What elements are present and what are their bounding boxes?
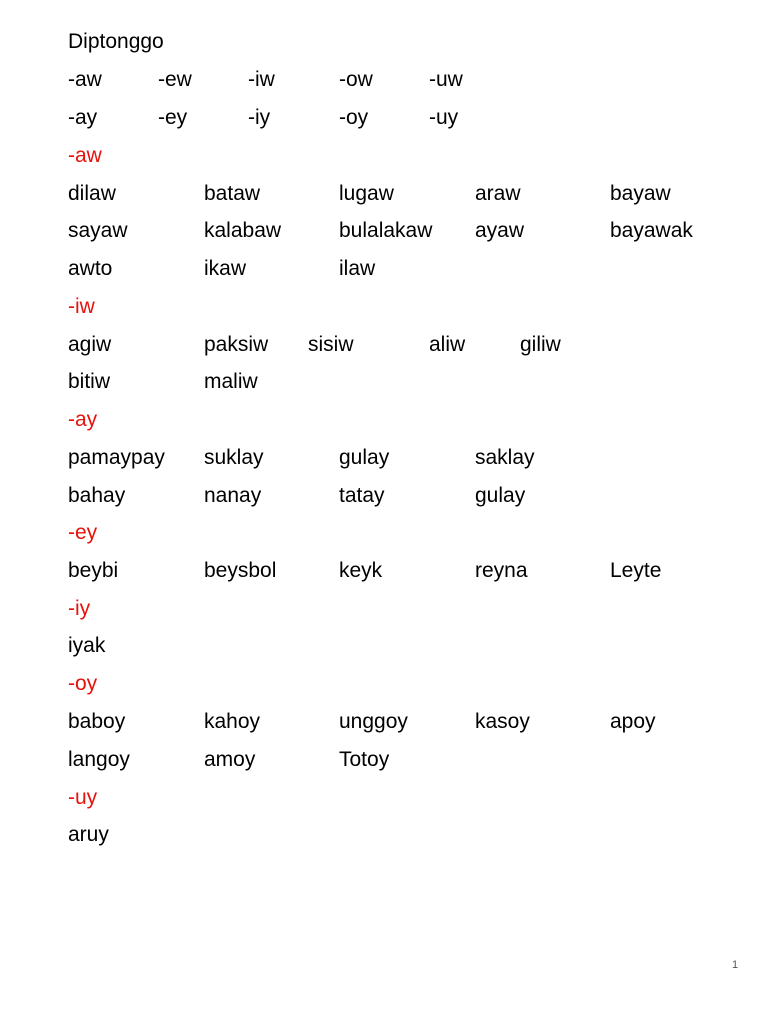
word: suklay <box>204 446 264 469</box>
title-line <box>0 28 768 56</box>
word: Totoy <box>339 748 390 771</box>
section-oy-heading <box>0 670 768 698</box>
word: awto <box>68 257 113 280</box>
word: tatay <box>339 484 385 507</box>
word: bayawak <box>610 219 693 242</box>
word-row <box>0 482 768 510</box>
word: keyk <box>339 559 383 582</box>
word: iyak <box>68 634 106 657</box>
word: aliw <box>429 333 466 356</box>
word: maliw <box>204 370 258 393</box>
section-label: -oy <box>68 672 98 695</box>
word: beysbol <box>204 559 277 582</box>
word: apoy <box>610 710 656 733</box>
page-number: 1 <box>732 959 739 971</box>
word: pamaypay <box>68 446 165 469</box>
word: bitiw <box>68 370 111 393</box>
section-ey-heading <box>0 519 768 547</box>
pattern-row-ay <box>0 104 768 132</box>
word: araw <box>475 182 521 205</box>
pattern-ay: -ay <box>68 106 98 129</box>
word: gulay <box>339 446 390 469</box>
word: dilaw <box>68 182 116 205</box>
word: bulalakaw <box>339 219 433 242</box>
word: langoy <box>68 748 130 771</box>
pattern-row-aw <box>0 66 768 94</box>
page-title: Diptonggo <box>68 30 164 53</box>
word: ikaw <box>204 257 247 280</box>
word-row <box>0 708 768 736</box>
word-row <box>0 821 768 849</box>
word: agiw <box>68 333 112 356</box>
section-iw-heading <box>0 293 768 321</box>
word: bahay <box>68 484 126 507</box>
word: ilaw <box>339 257 376 280</box>
section-label: -ay <box>68 408 98 431</box>
word-row <box>0 331 768 359</box>
section-label: -aw <box>68 144 102 167</box>
word-row <box>0 255 768 283</box>
word: bataw <box>204 182 261 205</box>
pattern-ey: -ey <box>158 106 188 129</box>
word: lugaw <box>339 182 394 205</box>
pattern-iw: -iw <box>248 68 275 91</box>
word: giliw <box>520 333 561 356</box>
word-row <box>0 746 768 774</box>
word: aruy <box>68 823 109 846</box>
pattern-aw: -aw <box>68 68 102 91</box>
word: bayaw <box>610 182 671 205</box>
word-row <box>0 180 768 208</box>
word-row <box>0 632 768 660</box>
word: sisiw <box>308 333 354 356</box>
word-row <box>0 557 768 585</box>
word: reyna <box>475 559 528 582</box>
section-label: -uy <box>68 786 98 809</box>
word: kasoy <box>475 710 530 733</box>
word: kahoy <box>204 710 261 733</box>
word: paksiw <box>204 333 269 356</box>
section-ay-heading <box>0 406 768 434</box>
word: ayaw <box>475 219 525 242</box>
word: gulay <box>475 484 526 507</box>
section-iy-heading <box>0 595 768 623</box>
pattern-oy: -oy <box>339 106 369 129</box>
pattern-ew: -ew <box>158 68 192 91</box>
word: baboy <box>68 710 126 733</box>
pattern-uy: -uy <box>429 106 459 129</box>
section-label: -ey <box>68 521 98 544</box>
pattern-ow: -ow <box>339 68 373 91</box>
word-row <box>0 368 768 396</box>
word: nanay <box>204 484 262 507</box>
pattern-iy: -iy <box>248 106 271 129</box>
word: saklay <box>475 446 535 469</box>
section-uy-heading <box>0 784 768 812</box>
word: amoy <box>204 748 256 771</box>
word: kalabaw <box>204 219 282 242</box>
word: beybi <box>68 559 119 582</box>
word-row <box>0 444 768 472</box>
section-label: -iw <box>68 295 95 318</box>
word-row <box>0 217 768 245</box>
word: sayaw <box>68 219 128 242</box>
section-label: -iy <box>68 597 91 620</box>
section-aw-heading <box>0 142 768 170</box>
word: Leyte <box>610 559 662 582</box>
pattern-uw: -uw <box>429 68 463 91</box>
word: unggoy <box>339 710 408 733</box>
